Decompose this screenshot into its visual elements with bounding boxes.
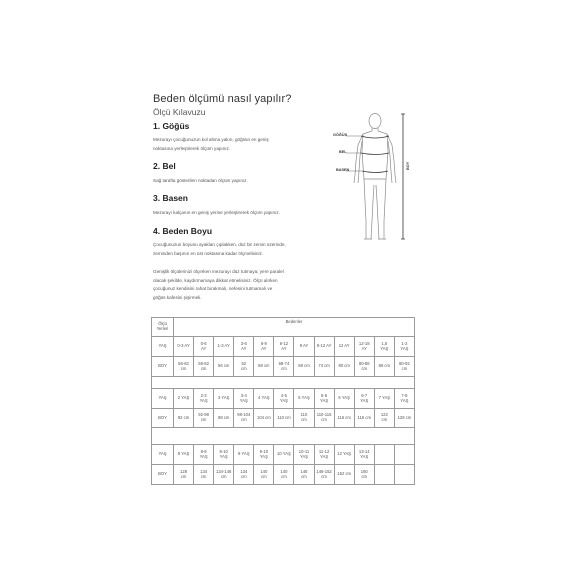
age-cell-line: 12-18 (358, 340, 370, 346)
age-cell-line: YAŞ (299, 453, 309, 459)
age-cell-line: 0-6 (200, 340, 207, 346)
age-cell-line: AY (200, 345, 207, 351)
note-line: Genişlik ölçülerinizi ölçerken mezurayı düz tutmaya; yere paralel (153, 269, 284, 274)
age-cell-line: AY (241, 345, 247, 351)
age-cell (214, 337, 234, 357)
height-cell (314, 357, 334, 377)
age-cell-line: YAŞ (400, 397, 409, 403)
age-cell (334, 337, 354, 357)
age-cell-line: YAŞ (279, 397, 288, 403)
height-cell-line: cm (261, 473, 267, 479)
height-cell (234, 357, 254, 377)
age-cell-line: 12 AY (338, 343, 350, 349)
age-cell-line: 7-8 (401, 392, 408, 398)
height-cell-line: 62 (241, 360, 247, 366)
height-cell (374, 409, 394, 428)
height-cell-line: cm (301, 473, 307, 479)
height-cell-line: 160 (360, 468, 368, 474)
age-cell-line: 5 YAŞ (298, 395, 310, 401)
age-row-label: YAŞ (152, 445, 174, 465)
height-cell-line: 146 (300, 468, 308, 474)
height-cell (354, 357, 374, 377)
table-gap-row (152, 377, 415, 389)
age-cell-line: 8 YAŞ (177, 451, 190, 457)
page-title: Beden ölçümü nasıl yapılır? (153, 93, 292, 105)
section-text-waist (153, 177, 248, 186)
height-cell-line: 92 cm (177, 414, 190, 420)
age-cell (274, 389, 294, 409)
age-row (152, 337, 415, 357)
height-cell-line: 56-62 (198, 360, 209, 366)
height-row-label: BOY (152, 357, 174, 377)
height-cell (354, 409, 374, 428)
height-cell-line: 68 cm (298, 363, 310, 369)
age-cell-line: 10-11 (298, 448, 310, 454)
age-cell (174, 389, 194, 409)
section-heading-chest: 1. Göğüs (153, 121, 190, 131)
age-cell-line: 1-2 (401, 340, 408, 346)
height-cell (174, 357, 194, 377)
age-cell (254, 445, 274, 465)
age-cell (194, 389, 214, 409)
age-cell-line: 0-3 AY (177, 343, 190, 349)
age-cell-line: YAŞ (199, 397, 208, 403)
height-cell (234, 465, 254, 485)
age-cell (354, 389, 374, 409)
height-cell-line: 86 cm (378, 363, 391, 369)
height-row (152, 357, 415, 377)
corner-line: Ölçü (158, 321, 167, 327)
height-cell (294, 357, 314, 377)
age-cell (194, 337, 214, 357)
height-cell-line: 110 cm (277, 414, 291, 420)
age-cell-line: 2 YAŞ (177, 395, 190, 401)
sizes-header: Bedenler (174, 318, 415, 337)
gap-cell (152, 377, 415, 389)
height-cell (334, 465, 354, 485)
height-cell-line: cm (321, 417, 327, 422)
height-cell-line: 140 (280, 468, 288, 474)
age-cell (374, 337, 394, 357)
section-heading-hip: 3. Basen (153, 193, 188, 203)
size-table (151, 317, 415, 485)
age-cell (294, 337, 314, 357)
height-cell-line: 80-92 (399, 360, 410, 366)
note-line: çocuğunuz kendisini rahat bırakmalı, nefesini tutmamalı ve (153, 286, 273, 291)
age-cell-line: 4-5 (280, 392, 287, 398)
age-cell (254, 337, 274, 357)
empty-cell (374, 465, 394, 485)
height-row-label: BOY (152, 409, 174, 428)
height-cell-line: cm (281, 365, 287, 371)
height-cell-line: cm (180, 473, 187, 479)
chest-label: GÖĞÜS (333, 133, 348, 137)
height-cell (194, 465, 214, 485)
height-cell (254, 409, 274, 428)
page-subtitle: Ölçü Kılavuzu (153, 107, 206, 117)
height-cell-line: 122 (380, 412, 388, 418)
age-cell (174, 445, 194, 465)
table-gap-row (152, 428, 415, 445)
age-cell-line: YAŞ (320, 397, 329, 403)
age-cell-line: 6 YAŞ (338, 395, 350, 401)
age-cell-line: 2-3 (200, 392, 207, 398)
height-cell (354, 465, 374, 485)
height-cell-line: cm (281, 473, 287, 479)
age-cell-line: 8-10 (219, 448, 228, 454)
age-cell (334, 389, 354, 409)
age-cell (274, 445, 294, 465)
age-row-label: YAŞ (152, 389, 174, 409)
age-row-label: YAŞ (152, 337, 174, 357)
height-cell (394, 357, 414, 377)
height-cell (194, 409, 214, 428)
height-cell (294, 409, 314, 428)
age-cell-line: AY (261, 345, 267, 351)
height-row (152, 409, 415, 428)
height-cell-line: cm (240, 473, 247, 479)
height-cell-line: 134-146 (216, 468, 232, 474)
height-cell-line: 128 (180, 468, 188, 474)
height-cell-line: 80-86 (358, 360, 370, 366)
age-cell-line: 11-12 (318, 448, 330, 454)
body-measurement-figure (333, 111, 415, 245)
age-cell-line: 6-7 (361, 392, 368, 398)
height-cell (274, 465, 294, 485)
height-cell-line: cm (200, 365, 207, 371)
age-cell-line: YAŞ (239, 397, 248, 403)
age-cell (234, 389, 254, 409)
height-cell (374, 357, 394, 377)
height-cell (314, 409, 334, 428)
table-header-row (152, 318, 415, 337)
height-cell (174, 465, 194, 485)
age-cell-line: 9-10 (259, 448, 269, 454)
empty-cell (394, 445, 414, 465)
height-cell (214, 465, 234, 485)
height-cell-line: cm (321, 473, 327, 479)
height-cell-line: 68-74 (278, 360, 290, 366)
height-cell-line: cm (200, 473, 207, 479)
waist-label: BEL (339, 150, 347, 154)
empty-cell (394, 465, 414, 485)
age-cell-line: 6-9 (260, 340, 267, 346)
age-cell-line: 12 YAŞ (337, 451, 352, 457)
size-block (152, 389, 415, 428)
age-cell (174, 337, 194, 357)
height-cell-line: 140 (260, 468, 268, 474)
age-cell-line: 9 AY (299, 343, 309, 349)
age-cell (314, 389, 334, 409)
age-cell-line: 3-6 (240, 340, 247, 346)
height-cell (274, 357, 294, 377)
height-cell-line: 146-152 (316, 468, 332, 474)
age-cell (294, 445, 314, 465)
age-cell-line: YAŞ (259, 453, 268, 459)
age-cell (374, 389, 394, 409)
age-cell-line: 9 YAŞ (238, 451, 250, 457)
height-cell-line: 68 cm (258, 363, 270, 369)
height-cell-line: cm (220, 473, 227, 479)
age-cell-line: 3 YAŞ (217, 395, 230, 401)
height-cell-line: 56 cm (217, 363, 230, 369)
age-cell (394, 337, 414, 357)
age-cell-line: YAŞ (380, 345, 389, 351)
section-line: zeminden başının en üst noktasına kadar ölçmelisiniz. (153, 250, 264, 256)
height-cell-line: cm (401, 365, 408, 371)
size-block (152, 445, 415, 485)
age-cell (354, 337, 374, 357)
height-cell-line: 74 cm (318, 363, 330, 369)
section-text-chest (153, 136, 269, 153)
age-cell (234, 445, 254, 465)
height-cell (394, 409, 414, 428)
age-row (152, 389, 415, 409)
height-cell-line: cm (240, 417, 247, 422)
age-cell (234, 337, 254, 357)
height-cell (334, 409, 354, 428)
age-cell-line: YAŞ (400, 345, 409, 351)
measurement-note (153, 268, 284, 302)
height-cell (274, 409, 294, 428)
height-cell (314, 465, 334, 485)
age-cell-line: 4 YAŞ (258, 395, 270, 401)
age-cell-line: AY (281, 345, 287, 351)
height-cell (234, 409, 254, 428)
age-cell-line: YAŞ (360, 397, 369, 403)
height-row-label: BOY (152, 465, 174, 485)
height-cell-line: 98 cm (217, 414, 230, 420)
section-text-hip (153, 209, 280, 218)
height-cell-line: 92-98 (198, 412, 209, 418)
age-cell-line: 13-14 (358, 448, 370, 454)
age-cell-line: 5-6 (321, 392, 328, 398)
height-cell (334, 357, 354, 377)
height-label: BOY (406, 161, 410, 170)
section-heading-height: 4. Beden Boyu (153, 226, 213, 236)
age-cell-line: YAŞ (199, 453, 208, 459)
section-line: Sağ tarafta gösterilen noktadan ölçüm yapınız. (153, 178, 248, 183)
age-cell-line: 9-12 AY (316, 343, 332, 349)
age-cell (314, 445, 334, 465)
height-cell-line: 110 (300, 412, 308, 418)
age-cell (274, 337, 294, 357)
age-cell (194, 445, 214, 465)
section-line: noktasına yerleştirerek ölçüm yapınız. (153, 145, 231, 151)
age-cell (394, 389, 414, 409)
height-cell (214, 409, 234, 428)
section-heading-waist: 2. Bel (153, 161, 176, 171)
height-cell-line: 134 (200, 468, 208, 474)
section-line: Mezurayı çocuğunuzun kol altına yakın, göğsün en geniş (153, 137, 269, 142)
height-cell-line: 98-104 (237, 412, 251, 418)
height-cell-line: 152 cm (337, 471, 352, 477)
height-cell (214, 357, 234, 377)
age-cell (294, 389, 314, 409)
empty-cell (374, 445, 394, 465)
height-cell-line: cm (361, 473, 368, 479)
height-cell-line: 104 cm (256, 414, 271, 420)
size-block (152, 337, 415, 377)
age-cell-line: 1-3 AY (217, 343, 230, 349)
age-cell (254, 389, 274, 409)
height-cell (254, 465, 274, 485)
section-line: Mezurayı kalçanın en geniş yerine yerleştirerek ölçüm yapınız. (153, 210, 280, 215)
age-cell-line: AY (361, 345, 367, 351)
height-cell-line: 110-116 (316, 412, 332, 418)
height-cell-line: cm (240, 365, 247, 371)
corner-line: Yerleri (156, 326, 169, 331)
height-cell-line: cm (361, 365, 368, 371)
height-cell-line: 80 cm (338, 363, 350, 369)
age-cell (214, 445, 234, 465)
height-cell-line: cm (180, 365, 187, 371)
height-cell (294, 465, 314, 485)
note-line: olacak şekilde, kaydırmamaya dikkat etmelisiniz. Ölçü alırken (153, 277, 278, 283)
corner-cell (152, 318, 174, 337)
age-cell (354, 445, 374, 465)
height-cell (174, 409, 194, 428)
height-cell-line: cm (301, 417, 307, 422)
age-cell-line: YAŞ (360, 453, 369, 459)
age-row (152, 445, 415, 465)
age-cell-line: YAŞ (219, 453, 228, 459)
age-cell (314, 337, 334, 357)
height-cell (254, 357, 274, 377)
age-cell-line: 3-4 (240, 392, 247, 398)
age-cell-line: 6-12 (279, 340, 289, 346)
age-cell-line: YAŞ (320, 453, 329, 459)
age-cell-line: 10 YAŞ (277, 451, 291, 457)
height-cell-line: cm (200, 417, 207, 422)
age-cell-line: 8-9 (200, 448, 207, 454)
section-text-height (153, 241, 286, 258)
height-cell-line: 116 cm (337, 414, 351, 420)
height-cell (194, 357, 214, 377)
height-cell-line: cm (381, 417, 388, 422)
gap-cell (152, 428, 415, 445)
height-cell-line: 56-62 (178, 360, 189, 366)
note-line: göğüs kafesini şişirmeli. (153, 294, 202, 300)
age-cell-line: 7 YAŞ (378, 395, 391, 401)
hip-label: BASEN (336, 168, 350, 172)
section-line: Çocuğunuzun boyunu ayakları çıplakken, düz bir zemin üzerinde, (153, 242, 286, 247)
age-cell (214, 389, 234, 409)
height-cell-line: 134 (240, 468, 248, 474)
age-cell-line: 1,5 (381, 340, 388, 346)
age-cell (334, 445, 354, 465)
height-cell-line: 128 cm (397, 414, 412, 420)
height-row (152, 465, 415, 485)
height-cell-line: 116 cm (357, 414, 371, 420)
